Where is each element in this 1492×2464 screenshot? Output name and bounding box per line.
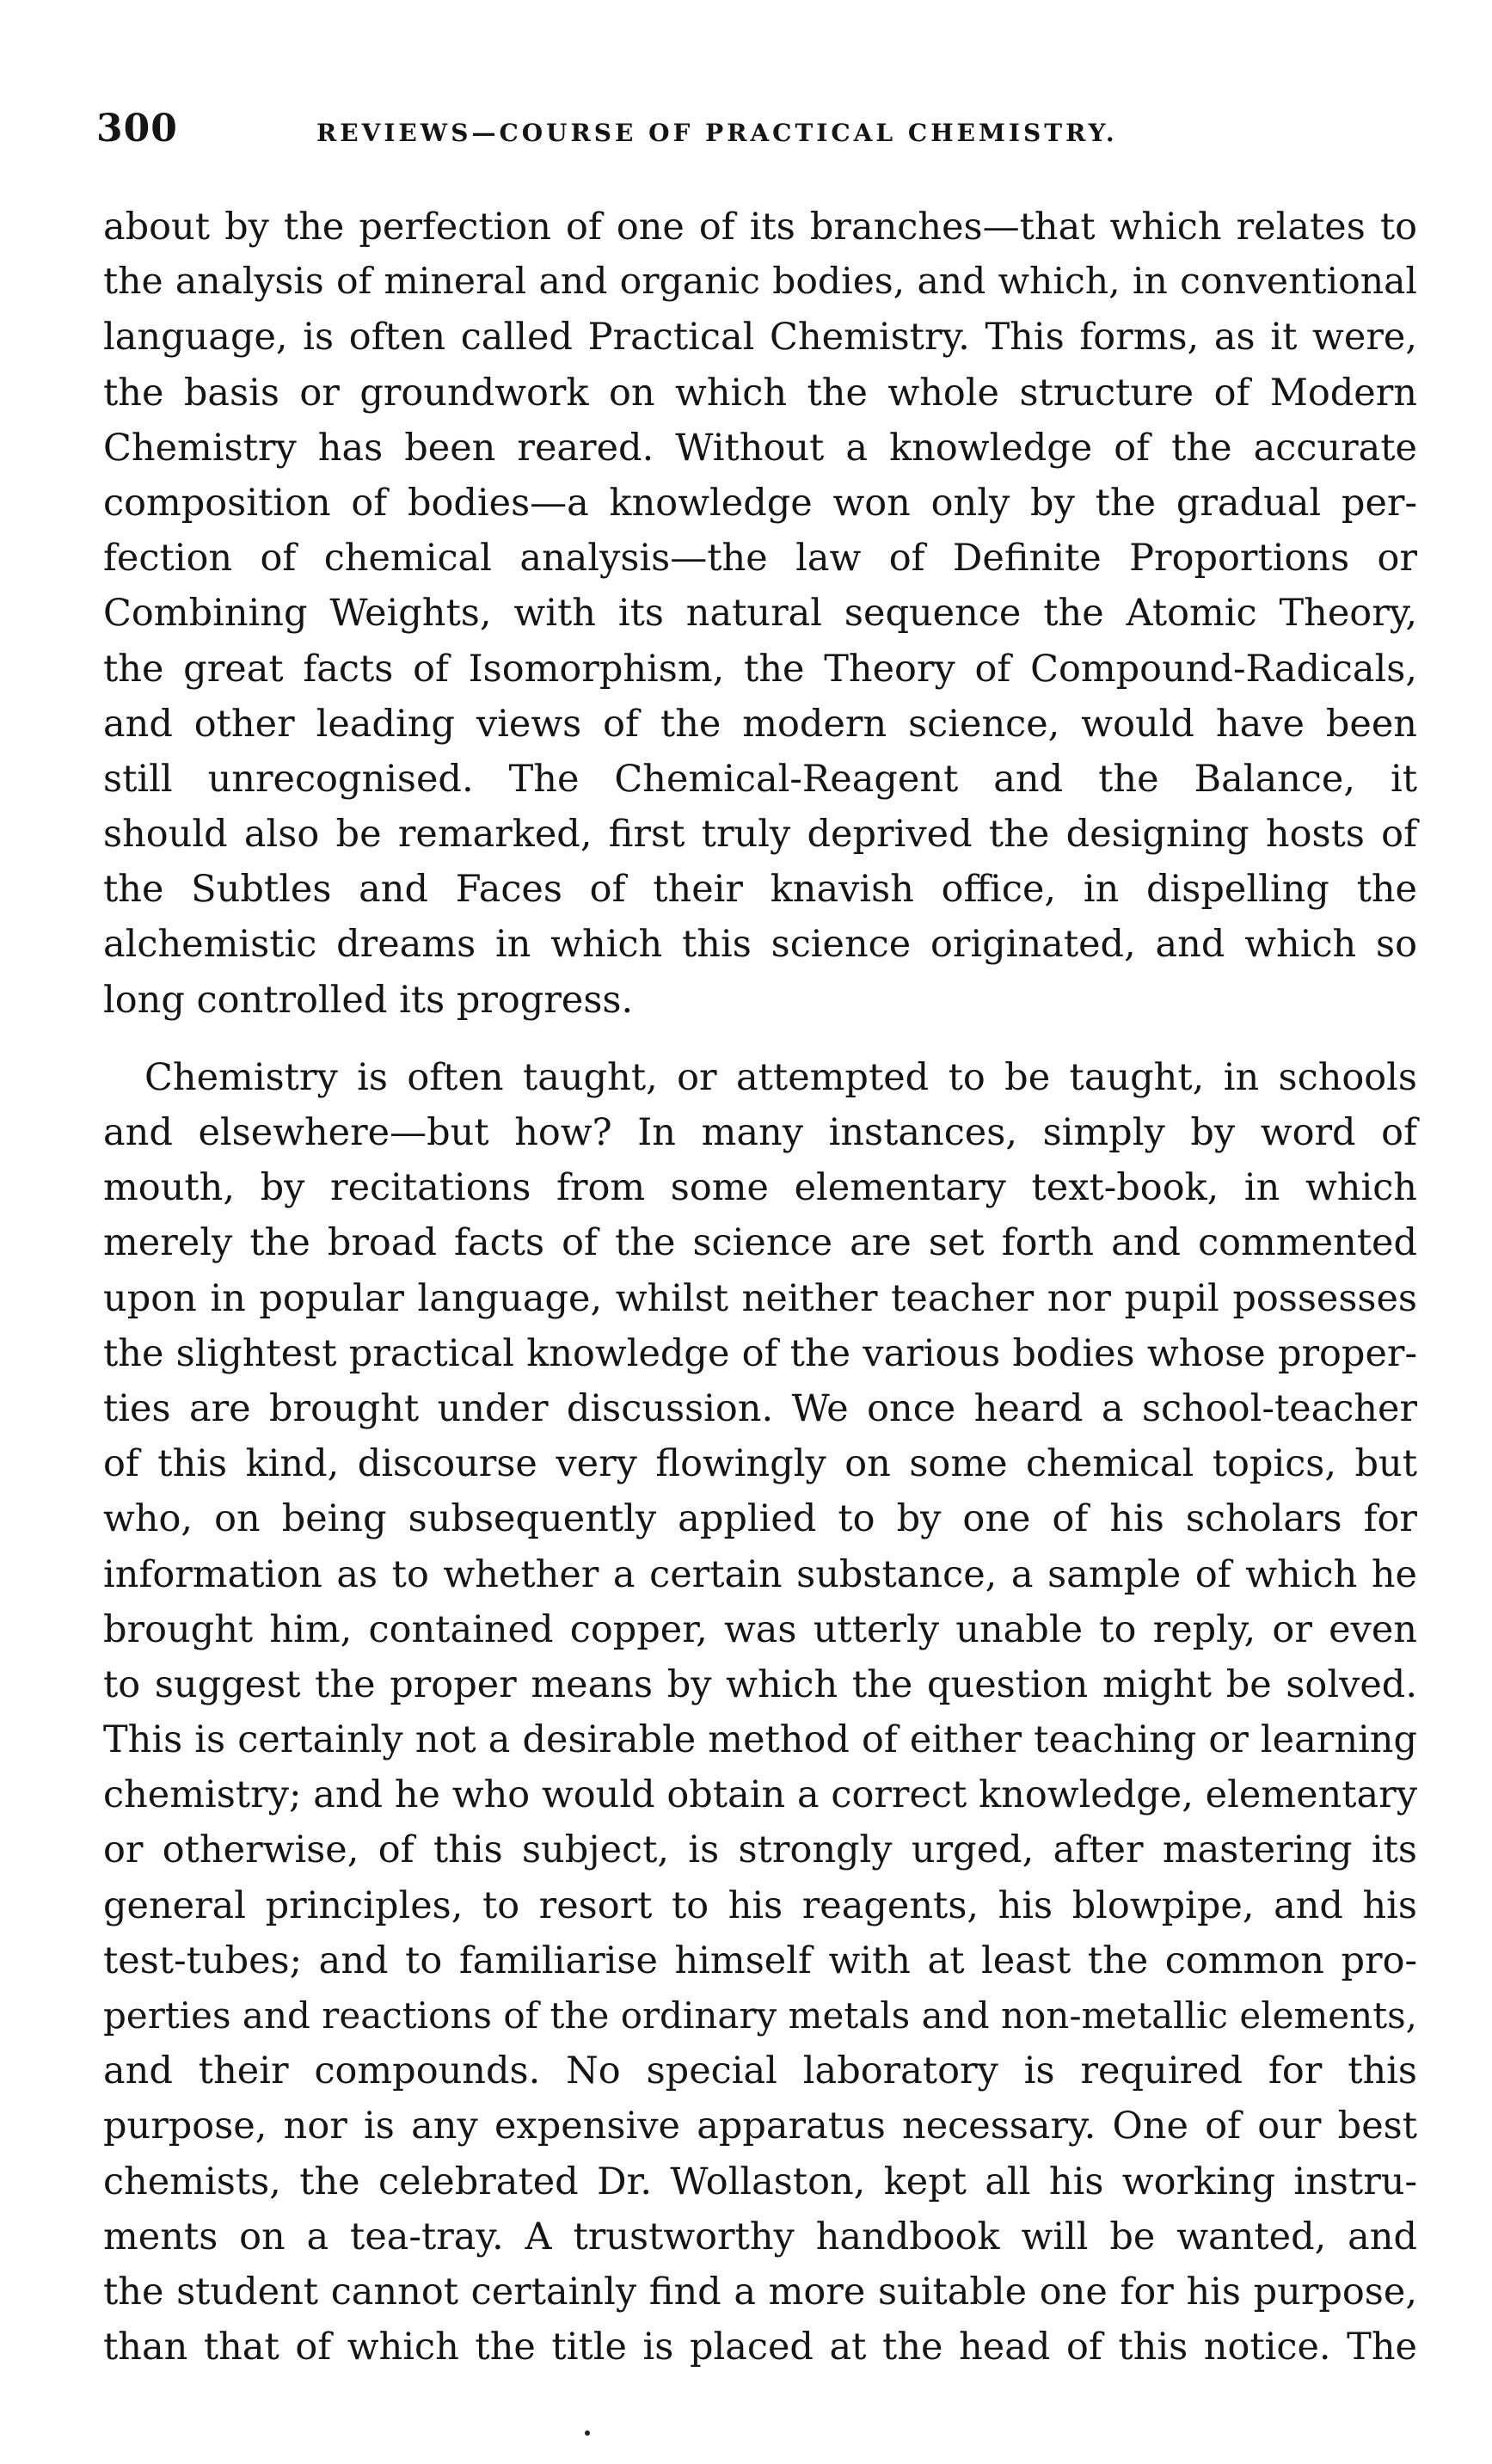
text-line: Combining Weights, with its natural sequence the Atomic Theory, — [103, 592, 1417, 636]
text-line: of this kind, discourse very flowingly on some chemical topics, but — [103, 1442, 1417, 1486]
text-line: fection of chemical analysis—the law of Definite Proportions or — [103, 537, 1417, 581]
text-line: chemistry; and he who would obtain a correct knowledge, elementary — [103, 1773, 1417, 1817]
text-line: the great facts of Isomorphism, the Theory of Compound-Radicals, — [103, 647, 1417, 691]
text-line: Chemistry is often taught, or attempted to be taught, in schools — [144, 1055, 1417, 1099]
running-title: REVIEWS—COURSE OF PRACTICAL CHEMISTRY. — [316, 119, 1118, 147]
text-line: than that of which the title is placed at the head of this notice. The — [103, 2326, 1417, 2369]
text-line: and elsewhere—but how? In many instances, simply by word of — [103, 1111, 1417, 1154]
text-line: still unrecognised. The Chemical-Reagent and the Balance, it — [103, 757, 1417, 801]
paragraph-2 — [103, 1050, 1417, 2375]
text-line: brought him, contained copper, was utterly unable to reply, or even — [103, 1607, 1417, 1651]
text-line: This is certainly not a desirable method of either teaching or learning — [103, 1718, 1417, 1762]
text-line: chemists, the celebrated Dr. Wollaston, kept all his working instru- — [103, 2160, 1417, 2203]
text-line: composition of bodies—a knowledge won only by the gradual per- — [103, 481, 1417, 525]
text-line: alchemistic dreams in which this science originated, and which so — [103, 923, 1417, 967]
text-line: the slightest practical knowledge of the various bodies whose proper- — [103, 1331, 1417, 1375]
body-text — [103, 200, 1417, 2375]
text-line: and other leading views of the modern science, would have been — [103, 702, 1417, 746]
text-line: mouth, by recitations from some elementary text-book, in which — [103, 1166, 1417, 1210]
text-line: the Subtles and Faces of their knavish office, in dispelling the — [103, 868, 1417, 912]
text-line: test-tubes; and to familiarise himself with at least the common pro- — [103, 1939, 1417, 1982]
text-line: general principles, to resort to his reagents, his blowpipe, and his — [103, 1883, 1417, 1927]
text-line: ments on a tea-tray. A trustworthy handbook will be wanted, and — [103, 2215, 1417, 2258]
text-line: who, on being subsequently applied to by one of his scholars for — [103, 1497, 1417, 1541]
text-line: to suggest the proper means by which the question might be solved. — [103, 1662, 1417, 1706]
text-line: the basis or groundwork on which the whole structure of Modern — [103, 371, 1417, 415]
text-line: information as to whether a certain substance, a sample of which he — [103, 1552, 1417, 1596]
text-line: language, is often called Practical Chemistry. This forms, as it were, — [103, 316, 1417, 359]
print-speck — [585, 2430, 590, 2436]
text-line: merely the broad facts of the science are set forth and commented — [103, 1221, 1417, 1265]
text-line: upon in popular language, whilst neither teacher nor pupil possesses — [103, 1276, 1417, 1320]
text-line: and their compounds. No special laboratory is required for this — [103, 2049, 1417, 2093]
paragraph-gap — [103, 1028, 1417, 1050]
paragraph-1 — [103, 200, 1417, 1028]
running-head — [96, 107, 1412, 158]
text-line: perties and reactions of the ordinary metals and non-metallic elements, — [103, 1994, 1417, 2037]
text-line: or otherwise, of this subject, is strongly urged, after mastering its — [103, 1828, 1417, 1872]
text-line: should also be remarked, first truly deprived the designing hosts of — [103, 813, 1417, 857]
text-line: the student cannot certainly find a more suitable one for his purpose, — [103, 2270, 1417, 2313]
page-number: 300 — [96, 107, 178, 151]
text-line: long controlled its progress. — [103, 978, 634, 1022]
text-line: ties are brought under discussion. We once heard a school-teacher — [103, 1386, 1417, 1430]
text-line: purpose, nor is any expensive apparatus necessary. One of our best — [103, 2105, 1417, 2148]
text-line: about by the perfection of one of its branches—that which relates to — [103, 206, 1417, 249]
text-line: the analysis of mineral and organic bodies, and which, in conventional — [103, 261, 1417, 304]
text-line: Chemistry has been reared. Without a knowledge of the accurate — [103, 426, 1417, 470]
